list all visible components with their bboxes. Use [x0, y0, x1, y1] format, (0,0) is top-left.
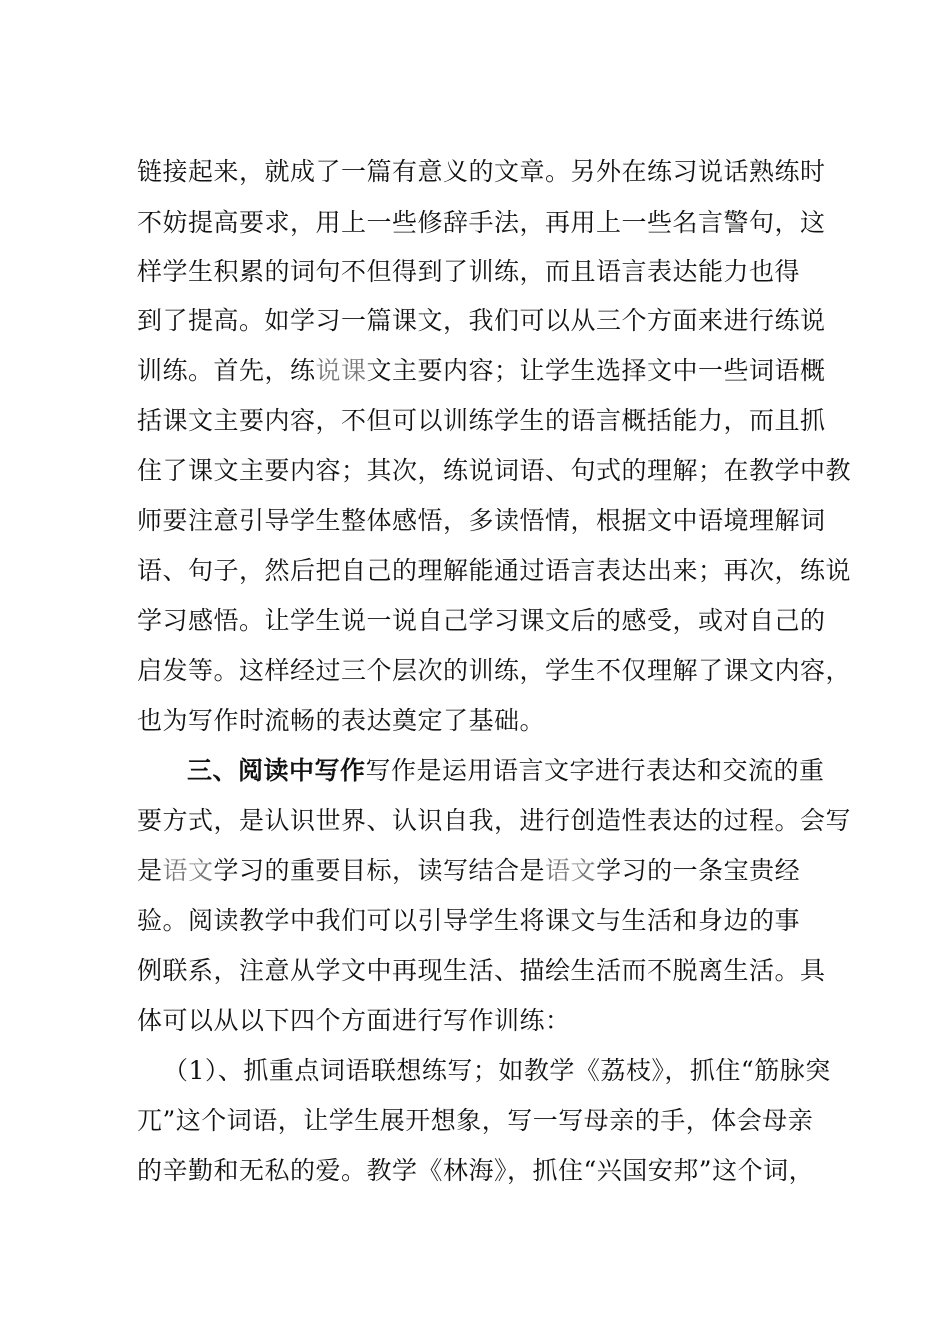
- text-run: 是: [137, 856, 163, 885]
- paragraph-line: 的辛勤和无私的爱。教学《林海》，抓住“兴国安邦”这个词，: [137, 1156, 815, 1185]
- paragraph-line: 师要注意引导学生整体感悟，多读悟情，根据文中语境理解词: [137, 506, 826, 535]
- paragraph-line: 学习感悟。让学生说一说自己学习课文后的感受，或对自己的: [137, 606, 826, 635]
- text-run: 学习的重要目标，读写结合是: [213, 856, 546, 885]
- list-item-line: （1）、抓重点词语联想练写；如教学《荔枝》，抓住“筋脉突: [163, 1056, 831, 1085]
- paragraph-line: 样学生积累的词句不但得到了训练，而且语言表达能力也得: [137, 257, 801, 286]
- highlighted-text: 说课: [315, 356, 367, 385]
- text-run: 写作是运用语言文字进行表达和交流的重: [365, 756, 825, 785]
- paragraph-line: 例联系，注意从学文中再现生活、描绘生活而不脱离生活。具: [137, 956, 826, 985]
- paragraph-line: 验。阅读教学中我们可以引导学生将课文与生活和身边的事: [137, 906, 801, 935]
- paragraph-line: 语、句子，然后把自己的理解能通过语言表达出来；再次，练说: [137, 556, 852, 585]
- paragraph-line: 括课文主要内容，不但可以训练学生的语言概括能力，而且抓: [137, 406, 826, 435]
- text-run: 文主要内容；让学生选择文中一些词语概: [366, 356, 826, 385]
- section-heading: 三、阅读中写作: [187, 756, 366, 785]
- paragraph-line: [137, 856, 800, 886]
- highlighted-text: 语文: [162, 856, 214, 885]
- text-run: 训练。首先，练: [137, 356, 316, 385]
- paragraph-line: 启发等。这样经过三个层次的训练，学生不仅理解了课文内容，: [137, 656, 852, 685]
- section-heading-line: [187, 756, 825, 786]
- paragraph-line: 也为写作时流畅的表达奠定了基础。: [137, 706, 546, 735]
- paragraph-line: 要方式，是认识世界、认识自我，进行创造性表达的过程。会写: [137, 806, 852, 835]
- highlighted-text: 语文: [545, 856, 597, 885]
- paragraph-line: 不妨提高要求，用上一些修辞手法，再用上一些名言警句，这: [137, 208, 826, 237]
- paragraph-line: 住了课文主要内容；其次，练说词语、句式的理解；在教学中教: [137, 456, 852, 485]
- text-run: 学习的一条宝贵经: [596, 856, 801, 885]
- paragraph-line: 链接起来，就成了一篇有意义的文章。另外在练习说话熟练时: [137, 157, 826, 186]
- paragraph-line: 兀”这个词语，让学生展开想象，写一写母亲的手，体会母亲: [137, 1106, 814, 1135]
- paragraph-line: [137, 356, 826, 386]
- paragraph-line: 到了提高。如学习一篇课文，我们可以从三个方面来进行练说: [137, 306, 826, 335]
- paragraph-line: 体可以从以下四个方面进行写作训练：: [137, 1006, 571, 1035]
